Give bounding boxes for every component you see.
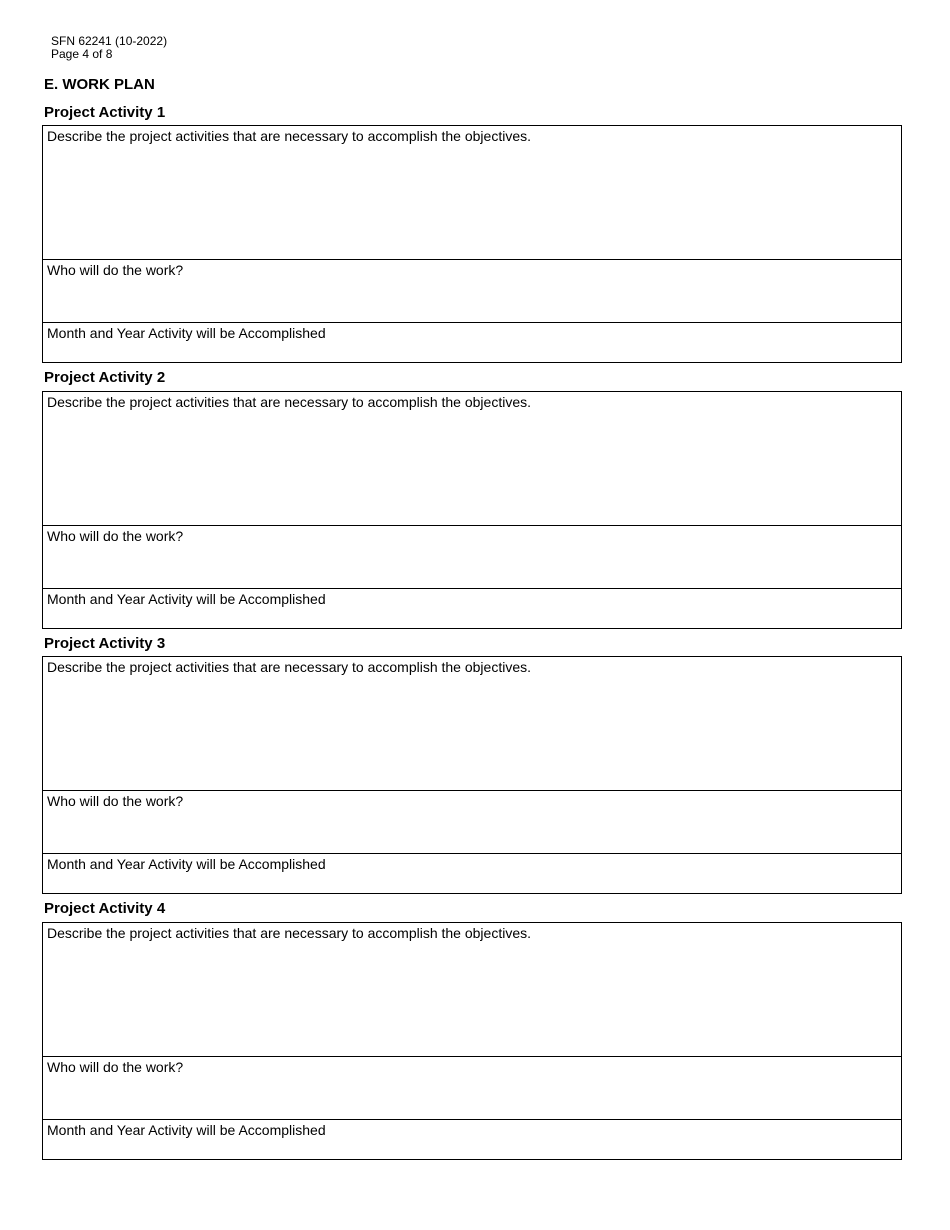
activity-2-description-field[interactable] [43,392,901,525]
activity-3-date-field[interactable] [43,853,901,894]
activity-1-box [42,125,902,363]
activity-2-box [42,391,902,629]
activity-3-date-label: Month and Year Activity will be Accomplished [47,856,326,872]
activity-3-who-field[interactable] [43,790,901,853]
activity-1-heading: Project Activity 1 [44,104,166,121]
activity-4-description-label: Describe the project activities that are necessary to accomplish the objectives. [47,925,532,941]
activity-4-box [42,922,902,1160]
activity-1-date-label: Month and Year Activity will be Accomplished [47,325,326,341]
form-number: SFN 62241 (10-2022) [51,34,168,48]
activity-2-heading: Project Activity 2 [44,369,166,386]
activity-4-heading: Project Activity 4 [44,900,166,917]
activity-1-description-label: Describe the project activities that are necessary to accomplish the objectives. [47,128,532,144]
activity-4-description-field[interactable] [43,923,901,1056]
activity-4-who-label: Who will do the work? [47,1059,184,1075]
activity-1-date-field[interactable] [43,322,901,363]
activity-3-description-label: Describe the project activities that are necessary to accomplish the objectives. [47,659,532,675]
activity-2-who-label: Who will do the work? [47,528,184,544]
activity-3-box [42,656,902,894]
activity-2-date-label: Month and Year Activity will be Accomplished [47,591,326,607]
activity-1-description-field[interactable] [43,126,901,259]
activity-1-who-label: Who will do the work? [47,262,184,278]
form-identifier [51,35,167,61]
activity-3-who-label: Who will do the work? [47,793,184,809]
activity-2-who-field[interactable] [43,525,901,588]
section-title: E. WORK PLAN [44,76,155,93]
activity-4-date-field[interactable] [43,1119,901,1160]
page-number: Page 4 of 8 [51,47,113,61]
activity-2-description-label: Describe the project activities that are necessary to accomplish the objectives. [47,394,532,410]
activity-2-date-field[interactable] [43,588,901,629]
activity-4-date-label: Month and Year Activity will be Accomplished [47,1122,326,1138]
activity-4-who-field[interactable] [43,1056,901,1119]
activity-1-who-field[interactable] [43,259,901,322]
activity-3-description-field[interactable] [43,657,901,790]
activity-3-heading: Project Activity 3 [44,635,166,652]
